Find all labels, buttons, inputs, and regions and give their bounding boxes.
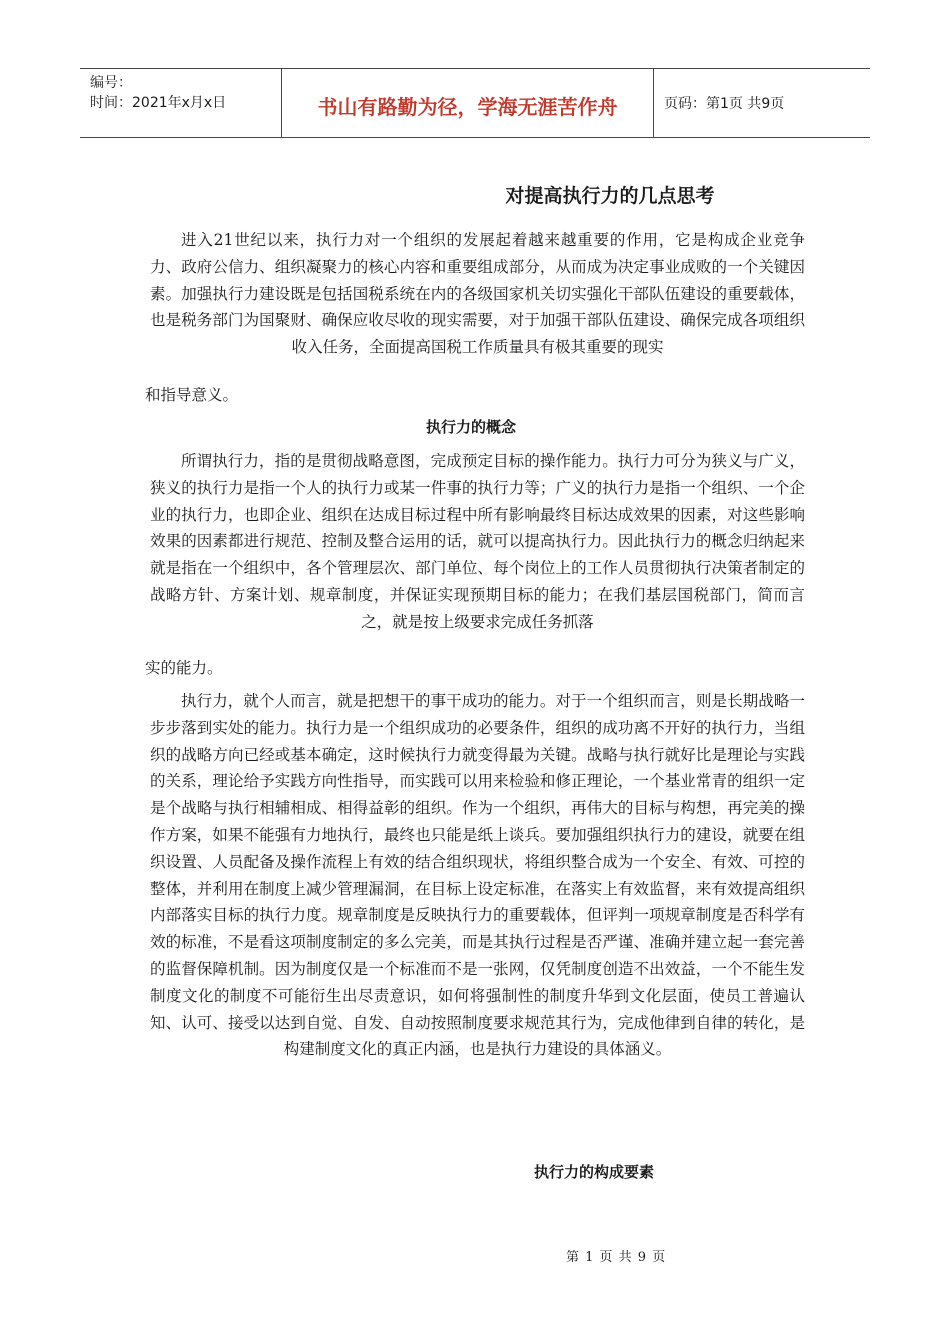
header-page-code: 页码：第1页 共9页: [664, 96, 785, 112]
page-title: 对提高执行力的几点思考: [505, 185, 715, 207]
header-meta-cell: [80, 69, 282, 137]
intro-continuation: 和指导意义。: [145, 386, 239, 404]
doc-number-label: 编号：: [90, 75, 132, 91]
section-heading-concept: 执行力的概念: [426, 418, 517, 436]
concept-paragraph: 所谓执行力，指的是贯彻战略意图，完成预定目标的操作能力。执行力可分为狭义与广义，狭义的执行力是指一个人的执行力或某一件事的执行力等；广义的执行力是指一个组织、一个企业的执行力，也即企业、组织在达成目标过程中所有影响最终目标达成效果的因素，对这些影响效果的因素都进行规范、控制及整合运用的话，就可以提高执行力。因此执行力的概念归纳起来就是指在一个组织中，各个管理层次、部门单位、每个岗位上的工作人员贯彻执行决策者制定的战略方针、方案计划、规章制度，并保证实现预期目标的能力；在我们基层国税部门，简而言之，就是按上级要求完成任务抓落: [150, 452, 805, 631]
intro-paragraph: 进入21世纪以来，执行力对一个组织的发展起着越来越重要的作用，它是构成企业竞争力、政府公信力、组织凝聚力的核心内容和重要组成部分，从而成为决定事业成败的一个关键因素。加强执行力建设既是包括国税系统在内的各级国家机关切实强化干部队伍建设的重要载体，也是税务部门为国聚财、确保应收尽收的现实需要，对于加强干部队伍建设、确保完成各项组织收入任务，全面提高国税工作质量具有极其重要的现实: [150, 231, 805, 357]
section-heading-elements: 执行力的构成要素: [534, 1163, 655, 1181]
time-label: 时间：2021年x月x日: [90, 95, 227, 111]
concept-continuation: 实的能力。: [145, 659, 223, 677]
header-table: [80, 68, 870, 138]
page-indicator: 第 1 页 共 9 页: [566, 1250, 667, 1265]
concept-paragraph-2: 执行力，就个人而言，就是把想干的事干成功的能力。对于一个组织而言，则是长期战略一步步落到实处的能力。执行力是一个组织成功的必要条件，组织的成功离不开好的执行力，当组织的战略方向已经或基本确定，这时候执行力就变得最为关键。战略与执行就好比是理论与实践的关系，理论给予实践方向性指导，而实践可以用来检验和修正理论，一个基业常青的组织一定是个战略与执行相辅相成、相得益彰的组织。作为一个组织，再伟大的目标与构想，再完美的操作方案，如果不能强有力地执行，最终也只能是纸上谈兵。要加强组织执行力的建设，就要在组织设置、人员配备及操作流程上有效的结合组织现状，将组织整合成为一个安全、有效、可控的整体，并利用在制度上减少管理漏洞，在目标上设定标准，在落实上有效监督，来有效提高组织内部落实目标的执行力度。规章制度是反映执行力的重要载体，但评判一项规章制度是否科学有效的标准，不是看这项制度制定的多么完美，而是其执行过程是否严谨、准确并建立起一套完善的监督保障机制。因为制度仅是一个标准而不是一张网，仅凭制度创造不出效益，一个不能生发制度文化的制度不可能衍生出尽责意识，如何将强制性的制度升华到文化层面，使员工普遍认知、认可、接受以达到自觉、自发、自动按照制度要求规范其行为，完成他律到自律的转化，是构建制度文化的真正内涵，也是执行力建设的具体涵义。: [150, 692, 805, 1059]
header-motto: 书山有路勤为径，学海无涯苦作舟: [282, 69, 654, 137]
